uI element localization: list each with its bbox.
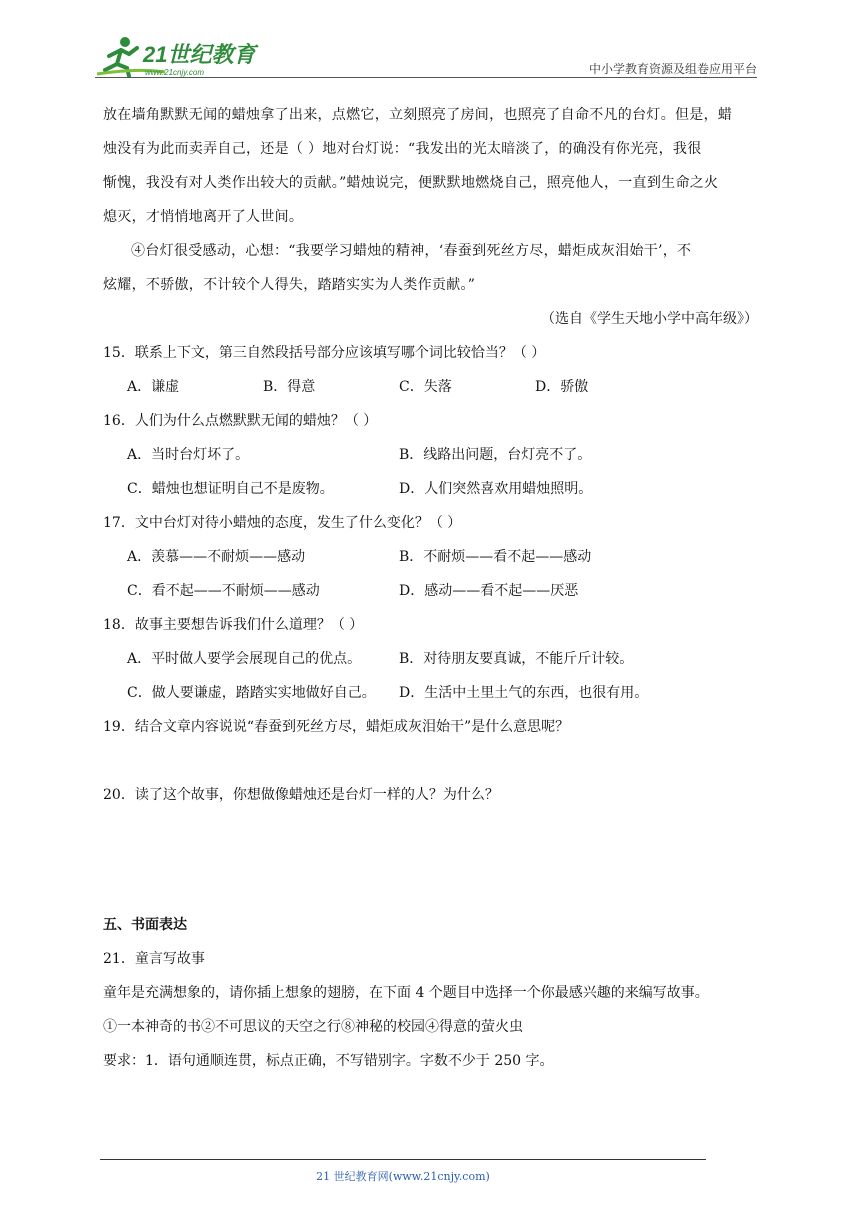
- document-body: [103, 98, 758, 1078]
- footer-divider: [100, 1159, 706, 1160]
- option-b: B．得意: [263, 379, 316, 395]
- logo-text: 21世纪教育: [143, 42, 256, 67]
- option-d: D．感动——看不起——厌恶: [399, 583, 579, 599]
- question-18-options-row1: [103, 642, 758, 676]
- option-d: D．骄傲: [535, 379, 589, 395]
- passage-line: 放在墙角默默无闻的蜡烛拿了出来，点燃它，立刻照亮了房间，也照亮了自命不凡的台灯。但是，蜡: [103, 107, 733, 123]
- answer-space: [103, 744, 758, 778]
- header-divider: [95, 77, 757, 78]
- option-c: C．看不起——不耐烦——感动: [127, 583, 320, 599]
- option-d: D．生活中土里土气的东西，也很有用。: [399, 685, 649, 701]
- option-b: B．不耐烦——看不起——感动: [399, 549, 592, 565]
- platform-title: 中小学教育资源及组卷应用平台: [588, 62, 757, 76]
- passage-line: 熄灭，才悄悄地离开了人世间。: [103, 209, 304, 225]
- question-21-topics: ①一本神奇的书②不可思议的天空之行⑧神秘的校园④得意的萤火虫: [103, 1019, 523, 1035]
- question-16: 16．人们为什么点燃默默无闻的蜡烛？（ ）: [103, 413, 378, 429]
- option-a: A．当时台灯坏了。: [127, 447, 250, 463]
- question-21: 21．童言写故事: [103, 951, 205, 967]
- question-20: 20．读了这个故事，你想做像蜡烛还是台灯一样的人？为什么？: [103, 787, 499, 803]
- option-a: A．平时做人要学会展现自己的优点。: [127, 651, 362, 667]
- question-16-options-row2: [103, 472, 758, 506]
- logo-url: www.21cnjy.com: [145, 68, 204, 77]
- question-21-requirement: 要求：1．语句通顺连贯，标点正确，不写错别字。字数不少于 250 字。: [103, 1053, 554, 1069]
- option-c: C．蜡烛也想证明自己不是废物。: [127, 481, 334, 497]
- passage-source: （选自《学生天地小学中高年级》）: [541, 311, 758, 327]
- question-18-options-row2: [103, 676, 758, 710]
- option-a: A．羡慕——不耐烦——感动: [127, 549, 306, 565]
- option-a: A．谦虚: [127, 379, 180, 395]
- page-header: [95, 32, 757, 80]
- option-b: B．线路出问题，台灯亮不了。: [399, 447, 592, 463]
- question-19: 19．结合文章内容说说“春蚕到死丝方尽，蜡炬成灰泪始干”是什么意思呢？: [103, 719, 570, 735]
- footer-link[interactable]: 21 世纪教育网(www.21cnjy.com): [316, 1170, 490, 1183]
- answer-space: [103, 812, 758, 908]
- option-c: C．失落: [399, 379, 452, 395]
- question-15: 15．联系上下文，第三自然段括号部分应该填写哪个词比较恰当？（ ）: [103, 345, 546, 361]
- question-18: 18．故事主要想告诉我们什么道理？（ ）: [103, 617, 364, 633]
- question-21-intro: 童年是充满想象的，请你插上想象的翅膀，在下面 4 个题目中选择一个你最感兴趣的来编写故事。: [103, 985, 709, 1001]
- runner-logo-icon: [95, 34, 265, 78]
- passage-line: 烛没有为此而卖弄自己，还是（ ）地对台灯说：“我发出的光太暗淡了，的确没有你光亮，我很: [103, 141, 702, 157]
- option-b: B．对待朋友要真诚，不能斤斤计较。: [399, 651, 634, 667]
- option-d: D．人们突然喜欢用蜡烛照明。: [399, 481, 593, 497]
- option-c: C．做人要谦虚，踏踏实实地做好自己。: [127, 685, 376, 701]
- question-17: 17．文中台灯对待小蜡烛的态度，发生了什么变化？（ ）: [103, 515, 462, 531]
- question-16-options-row1: [103, 438, 758, 472]
- passage-line: 炫耀，不骄傲，不计较个人得失，踏踏实实为人类作贡献。”: [103, 277, 476, 293]
- question-17-options-row2: [103, 574, 758, 608]
- logo: [95, 34, 265, 78]
- section-title: 五、书面表达: [103, 917, 187, 933]
- question-17-options-row1: [103, 540, 758, 574]
- question-15-options: [103, 370, 758, 404]
- passage-line: 惭愧，我没有对人类作出较大的贡献。”蜡烛说完，便默默地燃烧自己，照亮他人，一直到生命之火: [103, 175, 719, 191]
- passage-line: ④台灯很受感动，心想：“我要学习蜡烛的精神，‘春蚕到死丝方尽，蜡炬成灰泪始干’，不: [131, 243, 692, 259]
